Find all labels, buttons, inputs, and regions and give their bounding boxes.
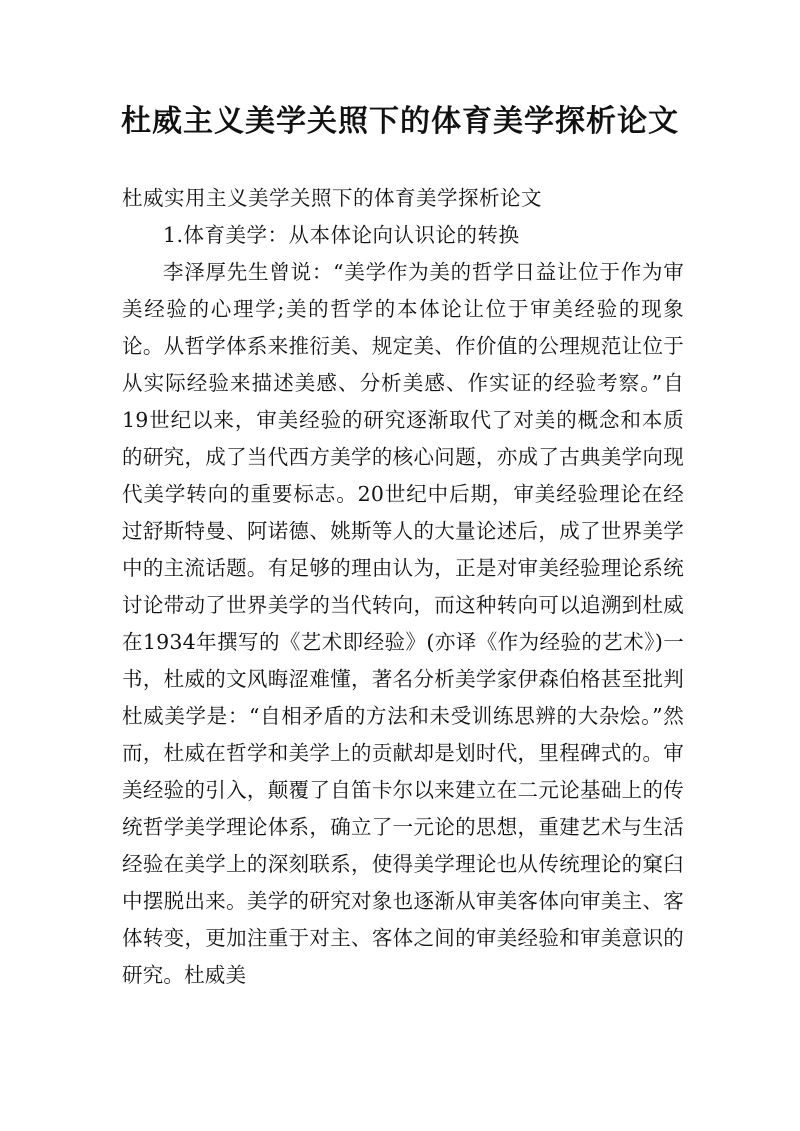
document-subtitle: 杜威实用主义美学关照下的体育美学探析论文	[122, 186, 542, 210]
section-heading: 1.体育美学：从本体论向认识论的转换	[163, 223, 520, 247]
body-paragraph: 李泽厚先生曾说：“美学作为美的哲学日益让位于作为审美经验的心理学;美的哲学的本体论让位于审美经验的现象论。从哲学体系来推衍美、规定美、作价值的公理规范让位于从实际经验来描述美感、分析美感、作实证的经验考察。”自19世纪以来，审美经验的研究逐渐取代了对美的概念和本质的研究，成了当代西方美学的核心问题，亦成了古典美学向现代美学转向的重要标志。20世纪中后期，审美经验理论在经过舒斯特曼、阿诺德、姚斯等人的大量论述后，成了世界美学中的主流话题。有足够的理由认为，正是对审美经验理论系统讨论带动了世界美学的当代转向，而这种转向可以追溯到杜威在1934年撰写的《艺术即经验》(亦译《作为经验的艺术》)一书，杜威的文风晦涩难懂，著名分析美学家伊森伯格甚至批判杜威美学是：“自相矛盾的方法和未受训练思辨的大杂烩。”然而，杜威在哲学和美学上的贡献却是划时代，里程碑式的。审美经验的引入，颠覆了自笛卡尔以来建立在二元论基础上的传统哲学美学理论体系，确立了一元论的思想，重建艺术与生活经验在美学上的深刻联系，使得美学理论也从传统理论的窠臼中摆脱出来。美学的研究对象也逐渐从审美客体向审美主、客体转变，更加注重于对主、客体之间的审美经验和审美意识的研究。杜威美	[122, 260, 684, 987]
document-body	[122, 180, 684, 994]
document-title: 杜威主义美学关照下的体育美学探析论文	[121, 104, 679, 139]
